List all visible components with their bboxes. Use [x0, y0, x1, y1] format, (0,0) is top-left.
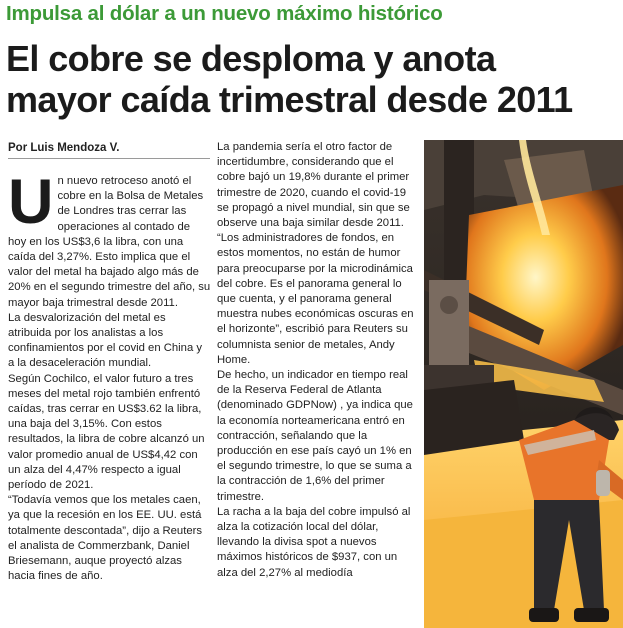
drop-cap: U [8, 167, 54, 237]
article-column-1 [8, 167, 211, 584]
paragraph: De hecho, un indicador en tiempo real de la Reserva Federal de Atlanta (denominado GDPNow) , ya indica que la economía norteamericana entró en contracción, señalando que la producción en ese país cayó un 1% en el segundo trimestre, lo que se suma a la contracción de 1,6% del primer trimestre. [217, 369, 413, 503]
paragraph: Según Cochilco, el valor futuro a tres meses del metal rojo también enfrentó caídas, tras cerrar en US$3.62 la libra, una baja del 3,15%. Con estos resultados, la libra de cobre alcanzó un valor promedio anual de US$4,42 con un alza del 4,47% respecto a igual período de 2021. [8, 372, 205, 492]
smelter-worker-photo [424, 140, 623, 628]
paragraph: “Los administradores de fondos, en estos momentos, no están de humor para preocuparse por la microdinámica del cobre. Es el panorama general lo que cuenta, y el panorama general muestra nubes económicas oscuras en el horizonte”, escribió para Reuters su columnista senior de metales, Andy Home. [217, 232, 414, 366]
byline: Por Luis Mendoza V. [8, 142, 120, 154]
kicker: Impulsa al dólar a un nuevo máximo histórico [6, 2, 443, 25]
byline-divider [8, 158, 210, 159]
paragraph: La desvalorización del metal es atribuida por los analistas a los confinamientos por el covid en China y a la desaceleración mundial. [8, 311, 203, 370]
headline-line-2: mayor caída trimestral desde 2011 [6, 79, 573, 120]
paragraph: La racha a la baja del cobre impulsó al alza la cotización local del dólar, llevando la divisa spot a nuevos máximos históricos de $937, con un alza del 2,27% al mediodía [217, 505, 411, 579]
smelter-worker-illustration [424, 140, 623, 628]
paragraph [8, 167, 211, 311]
paragraph: “Todavía vemos que los metales caen, ya que la recesión en los EE. UU. está totalmente descontada”, dijo a Reuters el analista de Commerzbank, Daniel Briesemann, auque proyectó alzas hacia fines de año. [8, 494, 203, 583]
headline-line-1: El cobre se desploma y anota [6, 38, 496, 79]
article-column-2 [217, 140, 417, 581]
headline [6, 38, 621, 120]
paragraph: La pandemia sería el otro factor de incertidumbre, considerando que el cobre bajó un 19,8% durante el primer trimestre de 2020, cuando el covid-19 se propagó a nivel mundial, sin que se observe una baja similar desde 2011. [217, 141, 410, 230]
paragraph-text: n nuevo retroceso anotó el cobre en la Bolsa de Metales de Londres tras cerrar las operaciones al contado de hoy en los US$3,6 la libra, con una caída del 3,27%. Esto implica que el valor del metal ha bajado algo más de 20% en el segundo trimestre del año, su mayor baja trimestral desde 2011. [8, 175, 211, 309]
